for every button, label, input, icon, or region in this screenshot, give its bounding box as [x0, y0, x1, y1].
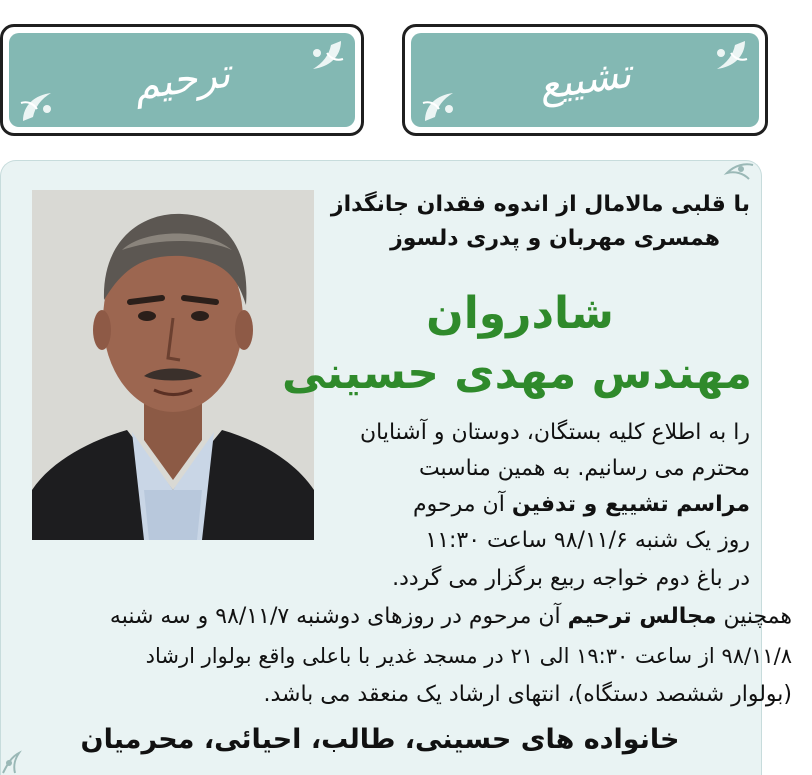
floral-ornament-icon: [17, 83, 59, 125]
floral-ornament-icon: [709, 37, 751, 79]
body-line-4: روز یک شنبه ۹۸/۱۱/۶ ساعت ۱۱:۳۰: [425, 528, 750, 553]
tashyi-tab-fill: [411, 33, 759, 127]
corner-ornament-icon: [715, 161, 755, 191]
family-names: خانواده های حسینی، طالب، احیائی، محرمیان: [80, 724, 680, 755]
body-line-5: در باغ دوم خواجه ربیع برگزار می گردد.: [392, 566, 750, 591]
tashyi-tab[interactable]: [402, 24, 768, 136]
tab-label: ترحیم: [130, 50, 234, 110]
portrait-photo: [32, 190, 314, 540]
tab-label: تشییع: [536, 50, 634, 110]
floral-ornament-icon: [419, 83, 461, 125]
intro-line-2: همسری مهربان و پدری دلسوز: [390, 226, 720, 251]
body-line-7: ۹۸/۱۱/۸ از ساعت ۱۹:۳۰ الی ۲۱ در مسجد غدیر با باعلی واقع بولوار ارشاد: [145, 644, 792, 668]
body-line-8: (بولوار ششصد دستگاه)، انتهای ارشاد یک منعقد می باشد.: [263, 682, 792, 707]
body-line-6: [110, 604, 792, 629]
memorial-highlight: مجالس ترحیم: [567, 604, 717, 629]
deceased-name: مهندس مهدی حسینی: [282, 348, 752, 399]
intro-line-1: با قلبی مالامال از اندوه فقدان جانگداز: [330, 192, 750, 217]
body-line-6-a: همچنین: [716, 604, 792, 629]
ceremony-highlight: مراسم تشییع و تدفین: [511, 492, 750, 517]
body-line-1: را به اطلاع کلیه بستگان، دوستان و آشنایان: [359, 420, 750, 445]
deceased-portrait-image: [32, 190, 314, 540]
corner-ornament-icon: [1, 745, 41, 775]
body-line-2: محترم می رسانیم. به همین مناسبت: [418, 456, 750, 481]
tarhim-tab[interactable]: [0, 24, 364, 136]
floral-ornament-icon: [305, 37, 347, 79]
deceased-title: شادروان: [426, 288, 614, 339]
tarhim-tab-fill: [9, 33, 355, 127]
body-line-6-b: آن مرحوم در روزهای دوشنبه ۹۸/۱۱/۷ و سه شنبه: [109, 604, 568, 629]
body-line-3-rest: آن مرحوم: [413, 492, 512, 517]
body-line-3: [413, 492, 750, 517]
